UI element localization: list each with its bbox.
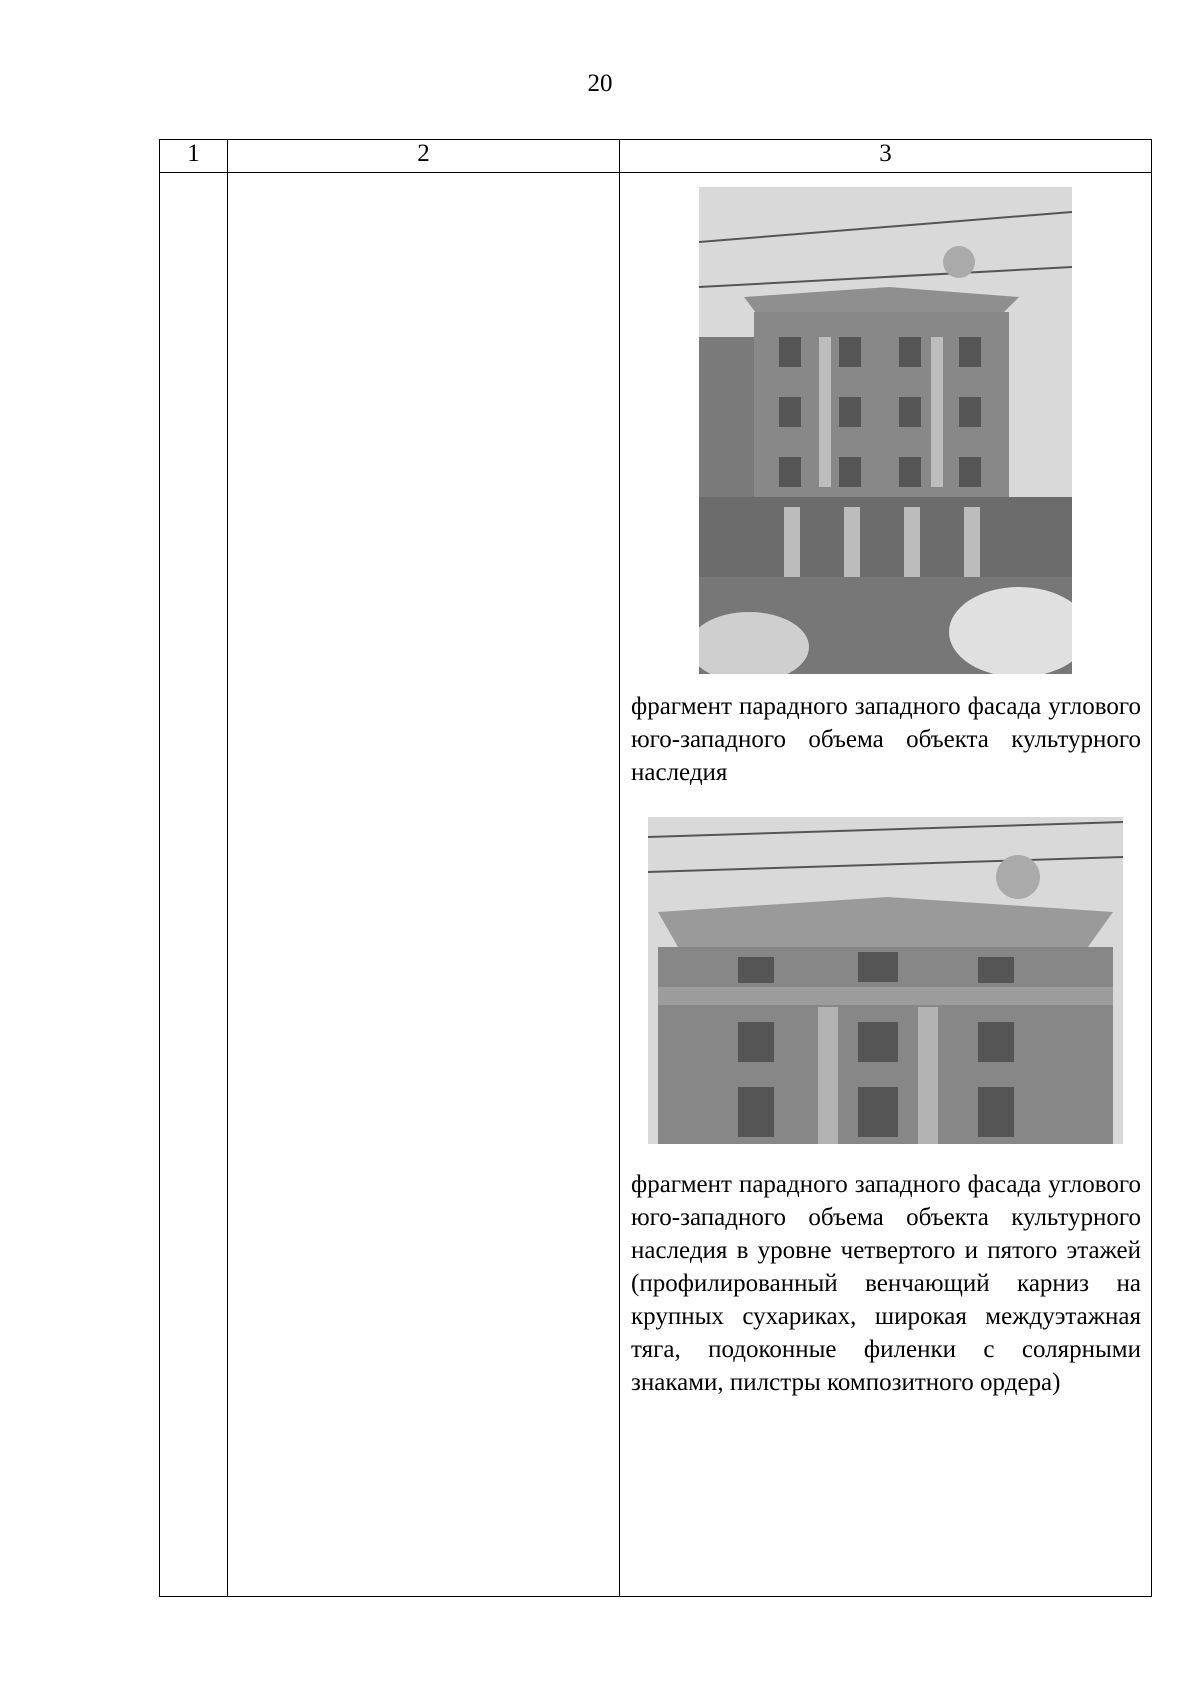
table-header-row xyxy=(160,140,1152,173)
page-number: 20 xyxy=(587,70,613,97)
building-upper-floors-photo xyxy=(648,817,1123,1144)
table-row xyxy=(160,173,1152,1597)
cell-col3 xyxy=(620,173,1152,1597)
column-header-3: 3 xyxy=(620,140,1152,173)
column-header-2: 2 xyxy=(228,140,620,173)
photo-caption-2: фрагмент парадного западного фасада углового юго-западного объема объекта культурного наследия в уровне четвертого и пятого этажей (профилированный венчающий карниз на крупных сухариках, широкая междуэтажная тяга, подоконные филенки с солярными знаками, пилстры композитного ордера) xyxy=(631,1171,1141,1396)
building-facade-photo xyxy=(699,187,1072,674)
document-table xyxy=(159,139,1152,1597)
cell-col2 xyxy=(228,173,620,1597)
cell-col1 xyxy=(160,173,228,1597)
photo-caption-1: фрагмент парадного западного фасада углового юго-западного объема объекта культурного наследия xyxy=(631,693,1141,786)
column-header-1: 1 xyxy=(160,140,228,173)
